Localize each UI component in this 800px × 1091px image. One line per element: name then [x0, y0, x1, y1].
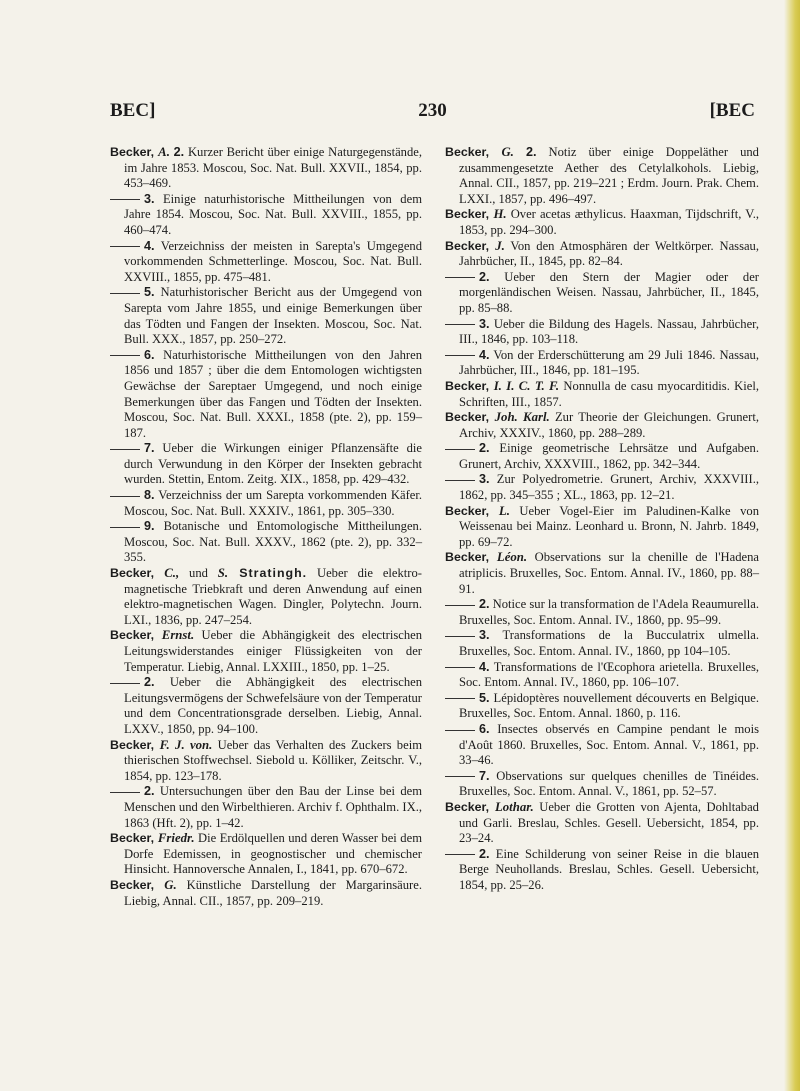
continuation-dash: [445, 636, 475, 637]
entry-author-given: Léon.: [496, 550, 528, 565]
entry-author: Becker, G.: [110, 877, 177, 892]
page-number: 230: [418, 100, 447, 121]
entry-number: 2.: [479, 846, 490, 861]
bibliography-entry: [445, 472, 759, 503]
entry-text: Transformations de la Bucculatrix ulmella. Bruxelles, Soc. Entom. Annal. IV., 1860, pp 104–105.: [459, 628, 759, 658]
bibliography-entry: [445, 847, 759, 894]
bibliography-entry: [110, 784, 422, 831]
entry-text: Ueber das Verhalten des Zuckers beim thierischen Stoffwechsel. Siebold u. Kölliker, Zeitschr. V., 1854, pp. 123–178.: [124, 737, 422, 783]
bibliography-entry: [445, 597, 759, 628]
entry-author-given: I. I. C. T. F.: [493, 378, 560, 393]
entry-author-given: A.: [158, 145, 170, 159]
bibliography-entry: [110, 441, 422, 488]
continuation-dash: [110, 355, 140, 356]
entry-text: Observations sur quelques chenilles de Tinéides. Bruxelles, Soc. Entom. Annal. V., 1861, pp. 52–57.: [459, 768, 759, 799]
right-column: [445, 145, 759, 894]
entry-number: 6.: [144, 347, 155, 362]
entry-joiner: und: [179, 566, 218, 581]
bibliography-entry: [445, 379, 759, 410]
bibliography-entry: [445, 628, 759, 659]
bibliography-entry: [110, 566, 422, 628]
entry-number: 4.: [144, 238, 155, 253]
continuation-dash: [445, 355, 475, 356]
bibliography-entry: [445, 317, 759, 348]
entry-number: 2.: [525, 145, 537, 159]
entry-author: Becker, J.: [445, 238, 505, 253]
entry-author: Becker, H.: [445, 207, 507, 222]
continuation-dash: [445, 698, 475, 699]
entry-text: Ueber die Bildung des Hagels. Nassau, Jahrbücher, III., 1846, pp. 103–118.: [459, 316, 759, 347]
header-right: [BEC: [709, 100, 755, 121]
entry-text: Notice sur la transformation de l'Adela Reaumurella. Bruxelles, Soc. Entom. Annal. IV., 1860, pp. 95–99.: [459, 597, 759, 627]
entry-author: Becker, A.: [110, 145, 170, 159]
entry-number: 2.: [479, 597, 490, 612]
page-edge-tint: [784, 0, 800, 1091]
continuation-dash: [445, 667, 475, 668]
bibliography-entry: [110, 145, 422, 192]
entry-number: 5.: [479, 690, 490, 705]
entry-number: 2.: [144, 675, 155, 690]
entry-number: 2.: [144, 784, 155, 799]
entry-text: Observations sur la chenille de l'Hadena atriplicis. Bruxelles, Soc. Entom. Annal. IV., 1860, pp. 88–91.: [459, 550, 759, 596]
entry-author-given: Lothar.: [494, 799, 534, 814]
entry-coauthor: [218, 566, 307, 580]
entry-author-given: Ernst.: [161, 628, 195, 643]
entry-author-given: F. J. von.: [159, 737, 213, 752]
bibliography-entry: [110, 348, 422, 442]
continuation-dash: [445, 324, 475, 325]
entry-number: 3.: [479, 316, 490, 331]
continuation-dash: [110, 683, 140, 684]
entry-text: Naturhistorischer Bericht aus der Umgegend von Sarepta vom Jahre 1855, und einige Bemerkungen über das Tödten und Fangen der Insekten. Moscou, Soc. Nat. Bull. XXX., 1857, pp. 250–272.: [124, 285, 422, 347]
entry-text: Botanische und Entomologische Mittheilungen. Moscou, Soc. Nat. Bull. XXXV., 1862 (pte. 2), pp. 332–355.: [124, 519, 422, 565]
entry-author-given: J.: [495, 238, 505, 253]
entry-number: 6.: [479, 721, 490, 736]
entry-text: Ueber die Abhängigkeit des electrischen Leitungsvermögens der Schwefelsäure von der Temperatur und dem Concentrationsgrade derselben. Liebig, Annal. LXXV., 1850, pp. 94–100.: [124, 675, 422, 736]
entry-text: Die Erdölquellen und deren Wasser bei dem Dorfe Edemissen, in geognostischer und chemischer Hinsicht. Hannoversche Annalen, I., 1841, pp. 670–672.: [124, 831, 422, 877]
entry-text: Ueber die Grotten von Ajenta, Dohltabad und Garli. Breslau, Schles. Gesell. Uebersicht, 1854, pp. 23–24.: [459, 799, 759, 846]
entry-text: Künstliche Darstellung der Margarinsäure. Liebig, Annal. CII., 1857, pp. 209–219.: [124, 877, 422, 908]
entry-author: Becker, F. J. von.: [110, 737, 213, 752]
bibliography-entry: [445, 441, 759, 472]
entry-number: 8.: [144, 488, 155, 503]
entry-text: Naturhistorische Mittheilungen von den Jahren 1856 und 1857 ; über die dem Entomologen wichtigsten Gewächse der Sareptaer Umgegend, und noch einige Bemerkungen über das Fangen und Tödten der Insekten. Moscou, Soc. Nat. Bull. XXXI., 1858 (pte. 2), pp. 159–187.: [124, 347, 422, 440]
bibliography-entry: [445, 145, 759, 207]
continuation-dash: [110, 449, 140, 450]
entry-text: Ueber die Wirkungen einiger Pflanzensäfte die durch Verwundung in den Körper der Insekten gebracht wurden. Stettin, Entom. Zeitg. XIX., 1858, pp. 429–432.: [124, 441, 422, 487]
bibliography-entry: [445, 550, 759, 597]
continuation-dash: [110, 246, 140, 247]
entry-author: Becker, C.,: [110, 566, 180, 581]
entry-number: 2.: [479, 269, 490, 284]
entry-text: Verzeichniss der meisten in Sarepta's Umgegend vorkommenden Schmetterlinge. Moscou, Soc. Nat. Bull. XXVIII., 1855, pp. 475–481.: [124, 238, 422, 284]
entry-text: Ueber die Abhängigkeit des electrischen Leitungswiderstandes einiger Flüssigkeiten von der Temperatur. Liebig, Annal. LXXIII., 1850, pp. 1–25.: [124, 628, 422, 674]
entry-text: Over acetas æthylicus. Haaxman, Tijdschrift, V., 1853, pp. 294–300.: [459, 207, 759, 237]
bibliography-entry: [110, 519, 422, 566]
bibliography-entry: [445, 348, 759, 379]
entry-text: Ueber die elektro-magnetische Triebkraft und deren Anwendung auf einen elektro-magnetischen Wagen. Dingler, Polytechn. Journ. LXI., 1836, pp. 247–254.: [124, 566, 422, 627]
entry-text: Verzeichniss der um Sarepta vorkommenden Käfer. Moscou, Soc. Nat. Bull. XXXIV., 1861, pp. 305–330.: [124, 488, 422, 518]
entry-text: Ueber Vogel-Eier im Paludinen-Kalke von Weissenau bei Mainz. Leonhard u. Bronn, N. Jahrb. 1849, pp. 69–72.: [459, 503, 759, 549]
left-column: [110, 145, 422, 909]
entry-author: Becker, Léon.: [445, 550, 528, 565]
continuation-dash: [110, 199, 140, 200]
bibliography-entry: [110, 628, 422, 675]
entry-text: Transformations de l'Œcophora arietella. Bruxelles, Soc. Entom. Annal. IV., 1860, pp. 106–107.: [459, 659, 759, 690]
entry-number: 2.: [479, 441, 490, 456]
entry-number: 4.: [479, 347, 490, 362]
bibliography-entry: [445, 270, 759, 317]
entry-text: Zur Polyedrometrie. Grunert, Archiv, XXXVIII., 1862, pp. 345–355 ; XL., 1863, pp. 12–21.: [459, 472, 759, 503]
bibliography-entry: [445, 207, 759, 238]
entry-text: Einige geometrische Lehrsätze und Aufgaben. Grunert, Archiv, XXXVIII., 1862, pp. 342–344.: [459, 441, 759, 471]
entry-number: 2.: [173, 145, 185, 159]
entry-number: 3.: [144, 191, 155, 206]
entry-author-given: Joh. Karl.: [494, 410, 550, 425]
entry-author: Becker, Ernst.: [110, 628, 195, 643]
entry-coauthor-given: S.: [217, 566, 229, 581]
continuation-dash: [110, 496, 140, 497]
bibliography-entry: [110, 675, 422, 737]
entry-number: 9.: [144, 519, 155, 534]
entry-number: 3.: [479, 628, 490, 643]
bibliography-entry: [110, 239, 422, 286]
bibliography-entry: [445, 660, 759, 691]
bibliography-entry: [445, 504, 759, 551]
continuation-dash: [445, 776, 475, 777]
entry-coauthor-name: Stratingh.: [228, 566, 308, 581]
continuation-dash: [110, 527, 140, 528]
entry-author-given: L.: [498, 503, 510, 518]
bibliography-entry: [110, 285, 422, 347]
bibliography-entry: [110, 831, 422, 878]
entry-author: Becker, Friedr.: [110, 831, 195, 846]
entry-author-given: H.: [493, 207, 507, 222]
entry-number: 7.: [144, 441, 155, 456]
entry-number: 3.: [479, 472, 490, 487]
entry-author: Becker, G.: [445, 145, 514, 159]
continuation-dash: [445, 480, 475, 481]
entry-text: Von der Erderschütterung am 29 Juli 1846. Nassau, Jahrbücher, III., 1846, pp. 181–195.: [459, 347, 759, 378]
entry-number: 4.: [479, 659, 490, 674]
entry-author-given: C.,: [164, 566, 180, 581]
continuation-dash: [445, 730, 475, 731]
bibliography-entry: [110, 488, 422, 519]
entry-author-given: Friedr.: [157, 831, 195, 846]
entry-text: Insectes observés en Campine pendant le mois d'Août 1860. Bruxelles, Soc. Entom. Annal. V., 1861, pp. 33–46.: [459, 721, 759, 768]
entry-text: Einige naturhistorische Mittheilungen von dem Jahre 1854. Moscou, Soc. Nat. Bull. XXVIII., 1855, pp. 460–474.: [124, 191, 422, 237]
entry-author: Becker, Joh. Karl.: [445, 410, 550, 425]
bibliography-entry: [445, 800, 759, 847]
bibliography-entry: [445, 239, 759, 270]
entry-text: Lépidoptères nouvellement découverts en Belgique. Bruxelles, Soc. Entom. Annal. 1860, p. 116.: [459, 690, 759, 721]
entry-text: Ueber den Stern der Magier oder der morgenländischen Weisen. Nassau, Jahrbücher, II., 1845, pp. 85–88.: [459, 269, 759, 315]
bibliography-entry: [445, 410, 759, 441]
entry-number: 5.: [144, 285, 155, 300]
entry-author-given: G.: [501, 145, 514, 159]
continuation-dash: [445, 277, 475, 278]
entry-text: Kurzer Bericht über einige Naturgegenstände, im Jahre 1853. Moscou, Soc. Nat. Bull. XXVII., 1854, pp. 453–469.: [124, 145, 422, 191]
entry-author: Becker, I. I. C. T. F.: [445, 378, 560, 393]
bibliography-entry: [445, 722, 759, 769]
entry-text: Notiz über einige Doppeläther und zusammengesetzte Aether des Cetylalkohols. Liebig, Annal. CII., 1857, pp. 219–221 ; Erdm. Journ. Prak. Chem. LXXI., 1857, pp. 496–497.: [459, 145, 759, 206]
entry-author: Becker, Lothar.: [445, 799, 534, 814]
entry-author-given: G.: [164, 877, 177, 892]
bibliography-entry: [445, 769, 759, 800]
entry-text: Eine Schilderung von seiner Reise in die blauen Berge Neuhollands. Breslau, Schles. Gesell. Uebersicht, 1854, pp. 25–26.: [459, 846, 759, 892]
bibliography-entry: [110, 192, 422, 239]
entry-text: Untersuchungen über den Bau der Linse bei dem Menschen und den Wirbelthieren. Archiv f. Ophthalm. IX., 1863 (Hft. 2), pp. 1–42.: [124, 784, 422, 830]
continuation-dash: [445, 854, 475, 855]
bibliography-entry: [110, 738, 422, 785]
header-left: BEC]: [110, 100, 156, 121]
entry-author: Becker, L.: [445, 503, 510, 518]
entry-text: Von den Atmosphären der Weltkörper. Nassau, Jahrbücher, II., 1845, pp. 82–84.: [459, 238, 760, 269]
entry-text: Zur Theorie der Gleichungen. Grunert, Archiv, XXXIV., 1860, pp. 288–289.: [459, 410, 759, 440]
continuation-dash: [110, 792, 140, 793]
bibliography-entry: [445, 691, 759, 722]
entry-number: 7.: [479, 768, 490, 783]
continuation-dash: [110, 293, 140, 294]
entry-text: Nonnulla de casu myocarditidis. Kiel, Schriften, III., 1857.: [459, 378, 759, 409]
bibliography-entry: [110, 878, 422, 909]
continuation-dash: [445, 449, 475, 450]
running-header: [110, 100, 755, 130]
continuation-dash: [445, 605, 475, 606]
